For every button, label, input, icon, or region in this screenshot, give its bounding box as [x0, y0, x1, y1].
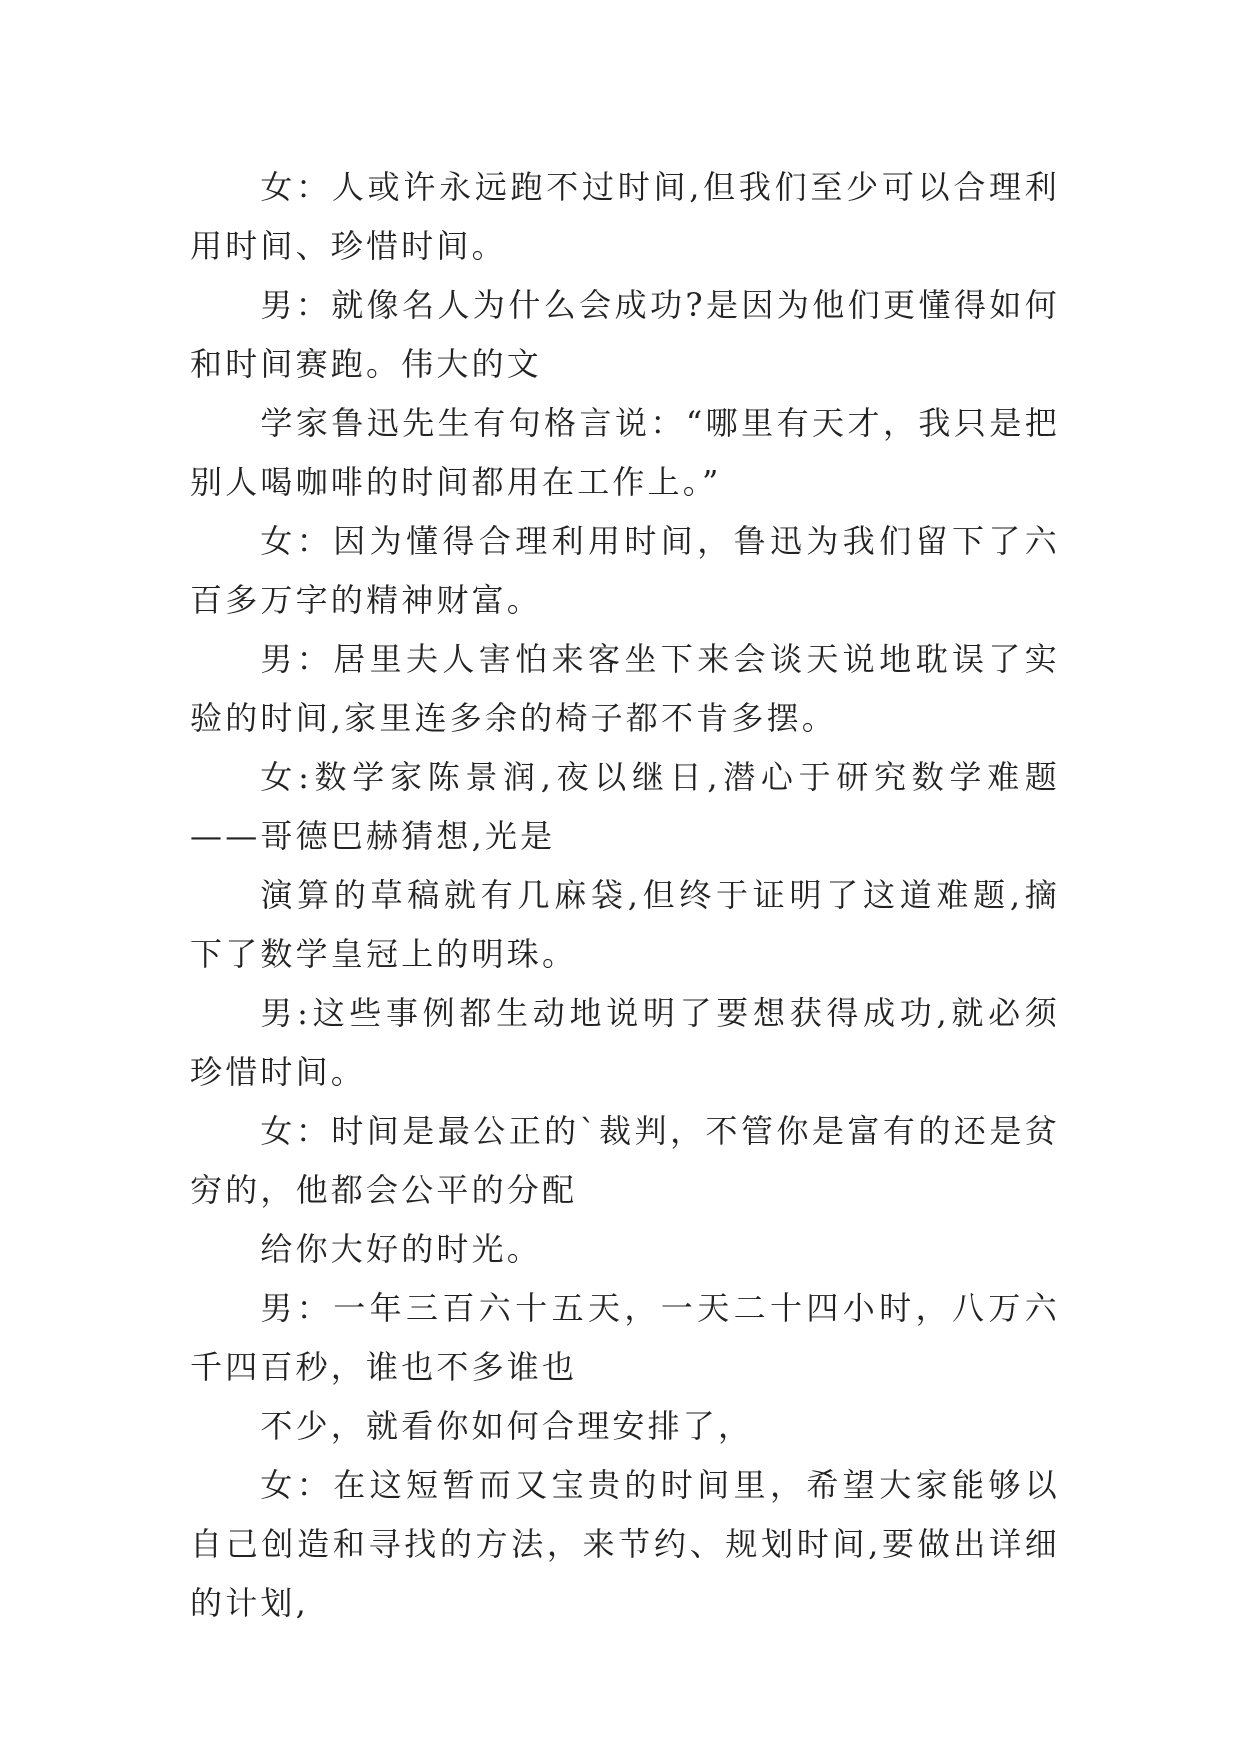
paragraph-13: 女：在这短暂而又宝贵的时间里，希望大家能够以自己创造和寻找的方法，来节约、规划时间,要做出详细的计划,	[190, 1466, 1060, 1622]
paragraph-7: 演算的草稿就有几麻袋,但终于证明了这道难题,摘下了数学皇冠上的明珠。	[190, 876, 1060, 973]
paragraph-9: 女：时间是最公正的`裁判，不管你是富有的还是贫穷的，他都会公平的分配	[190, 1112, 1060, 1209]
paragraph-5: 男：居里夫人害怕来客坐下来会谈天说地耽误了实验的时间,家里连多余的椅子都不肯多摆。	[190, 640, 1060, 737]
document-body	[190, 158, 1060, 1633]
paragraph-11: 男：一年三百六十五天，一天二十四小时，八万六千四百秒，谁也不多谁也	[190, 1289, 1060, 1386]
paragraph-8: 男:这些事例都生动地说明了要想获得成功,就必须珍惜时间。	[190, 994, 1060, 1091]
paragraph-2: 男：就像名人为什么会成功?是因为他们更懂得如何和时间赛跑。伟大的文	[190, 286, 1060, 383]
paragraph-4: 女：因为懂得合理利用时间，鲁迅为我们留下了六百多万字的精神财富。	[190, 522, 1060, 619]
paragraph-10: 给你大好的时光。	[260, 1230, 542, 1268]
paragraph-3: 学家鲁迅先生有句格言说：“哪里有天才，我只是把别人喝咖啡的时间都用在工作上。”	[190, 404, 1060, 501]
paragraph-1: 女：人或许永远跑不过时间,但我们至少可以合理利用时间、珍惜时间。	[190, 168, 1060, 265]
paragraph-12: 不少，就看你如何合理安排了，	[260, 1407, 754, 1445]
paragraph-6: 女:数学家陈景润,夜以继日,潜心于研究数学难题——哥德巴赫猜想,光是	[190, 758, 1060, 855]
